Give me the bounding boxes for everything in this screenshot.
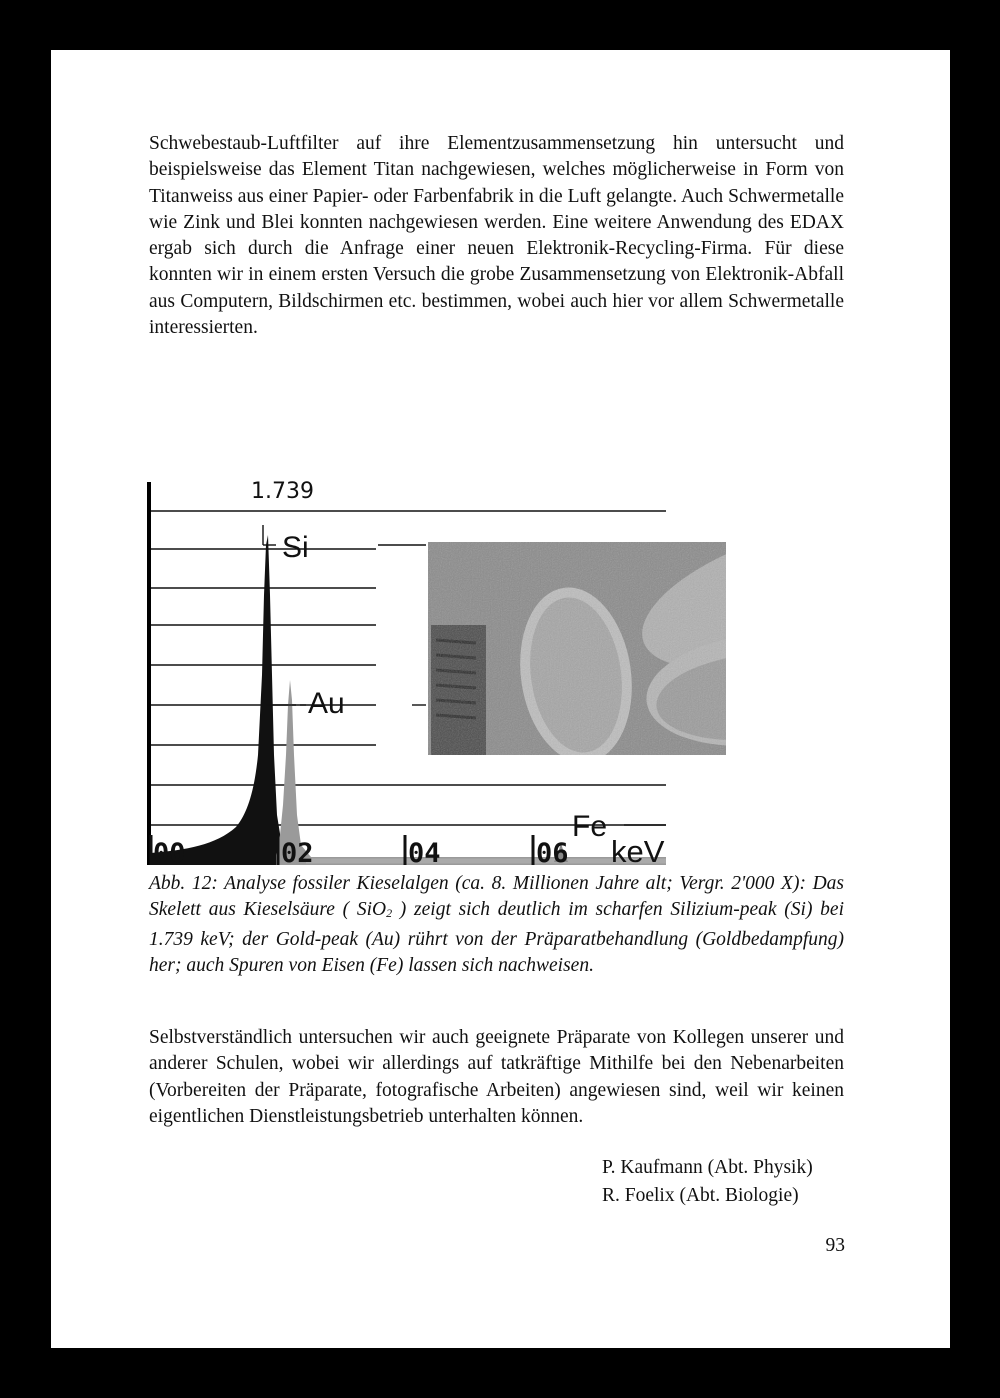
caption-text-2: ) zeigt sich deutlich im scharfen Silizium-peak (Si) bei 1.739 keV; der Gold-peak (Au) rührt von der Präparatbehandlung (Goldbedampfung) her; auch Spuren von Eisen (Fe) lassen sich nachweisen. [149, 899, 844, 976]
peak-value-label: 1.739 [251, 479, 314, 504]
signature-kaufmann: P. Kaufmann (Abt. Physik) [602, 1157, 813, 1178]
signature-foelix: R. Foelix (Abt. Biologie) [602, 1185, 799, 1206]
axis-unit-label: keV [611, 834, 665, 865]
body-paragraph-2: Selbstverständlich untersuchen wir auch geeignete Präparate von Kollegen unserer und anderer Schulen, wobei wir allerdings auf tatkräftige Mithilfe bei den Nebenarbeiten (Vorbereiten der Präparate, fotografische Arbeiten) angewiesen sind, weil wir keinen eigentlichen Dienstleistungsbetrieb unterhalten können. [149, 1027, 844, 1127]
body-paragraph-1: Schwebestaub-Luftfilter auf ihre Elementzusammensetzung hin untersucht und beispielsweise das Element Titan nachgewiesen, welches möglicherweise in Form von Titanweiss aus einer Papier- oder Farbenfabrik in die Luft gelangte. Auch Schwermetalle wie Zink und Blei konnten nachgewiesen werden. Eine weitere Anwendung des EDAX ergab sich durch die Anfrage einer neuen Elektronik-Recycling-Firma. Für diese konnten wir in einem ersten Versuch die grobe Zusammensetzung von Elektronik-Abfall aus Computern, Bildschirmen etc. bestimmen, wobei auch hier vor allem Schwermetalle interessierten. [149, 133, 844, 339]
document-page [51, 50, 950, 1348]
au-label: Au [308, 687, 345, 720]
page-number: 93 [825, 1235, 845, 1256]
diatom-sem-image [428, 492, 726, 770]
fe-label: Fe [572, 810, 608, 843]
tick-label-04: 04 [408, 838, 441, 865]
edax-spectrum-figure [146, 425, 726, 865]
tick-label-00: 00 [153, 838, 186, 865]
si-peak [151, 535, 286, 865]
caption-subscript: 2 [386, 906, 393, 921]
figure-caption [149, 871, 844, 979]
tick-label-06: 06 [536, 838, 569, 865]
caption-text-1: Abb. 12: Analyse fossiler Kieselalgen (ca. 8. Millionen Jahre alt; Vergr. 2'000 X): Das Skelett aus Kieselsäure ( SiO [149, 873, 844, 921]
si-label: Si [282, 531, 309, 564]
tick-label-02: 02 [281, 838, 314, 865]
